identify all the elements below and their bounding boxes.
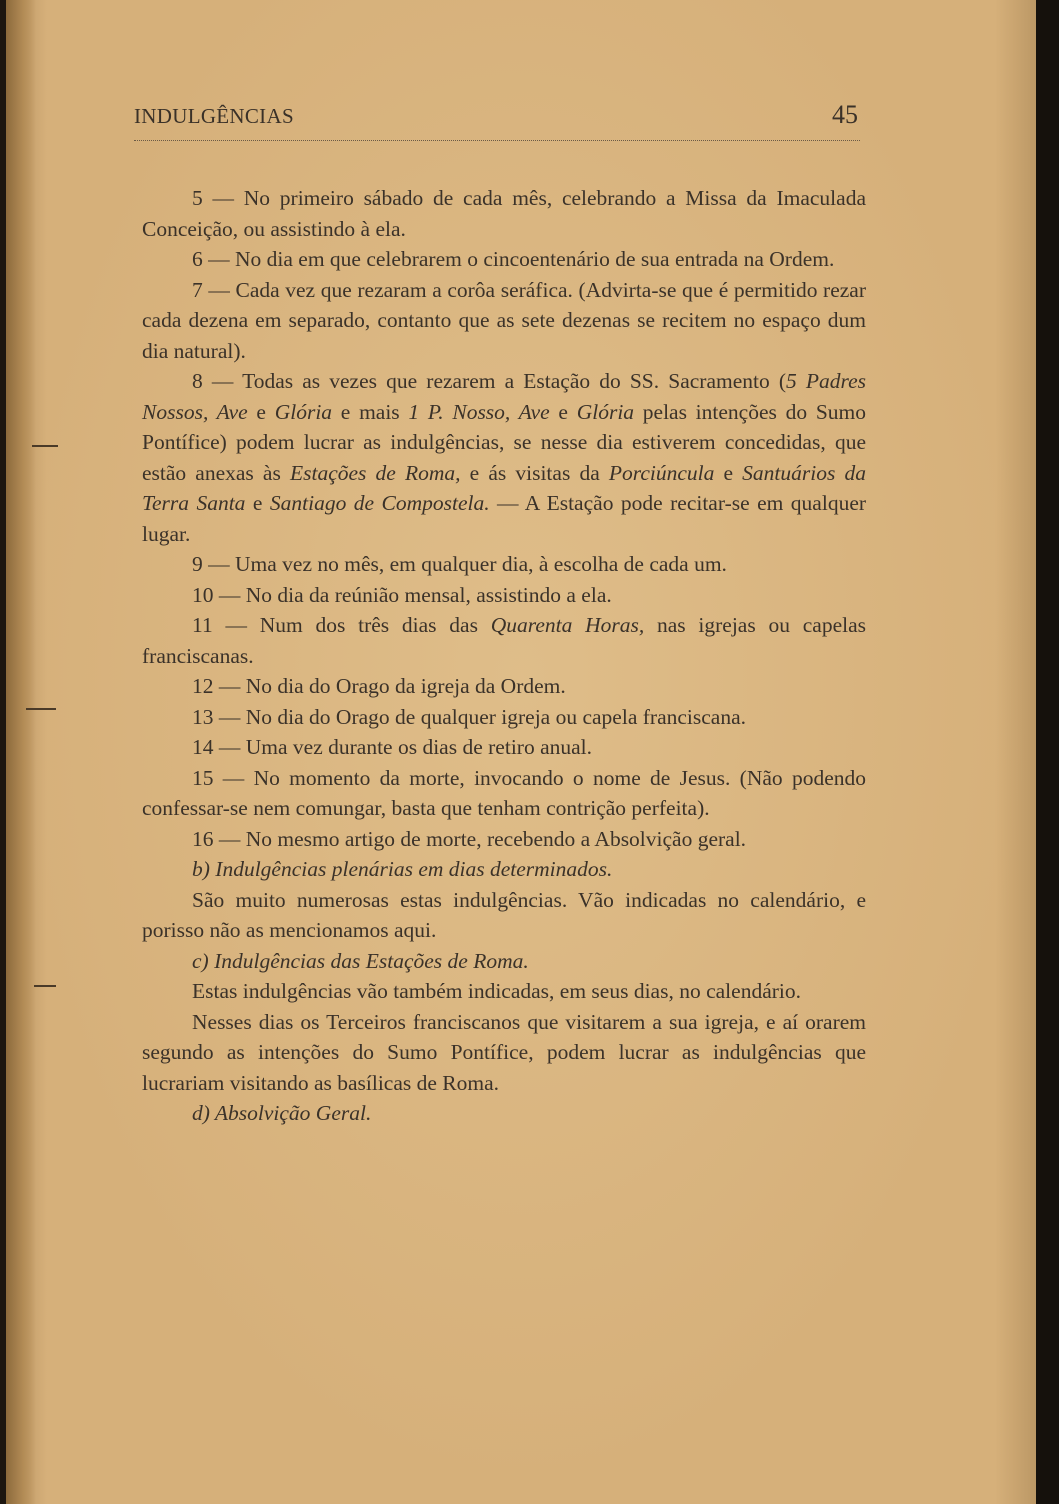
margin-mark	[26, 708, 56, 710]
page-number: 45	[832, 100, 858, 129]
paragraph-item-9: 9 — Uma vez no mês, em qualquer dia, à escolha de cada um.	[192, 552, 727, 576]
paragraph-item-6: 6 — No dia em que celebrarem o cincoentenário de sua entrada na Ordem.	[192, 247, 835, 271]
margin-mark	[34, 985, 56, 987]
paragraph-item-15: 15 — No momento da morte, invocando o nome de Jesus. (Não podendo confessar-se nem comungar, basta que tenham contrição perfeita).	[142, 765, 866, 820]
running-head: INDULGÊNCIAS	[134, 104, 294, 128]
paragraph-item-11: 11 — Num dos três dias das Quarenta Horas, nas igrejas ou capelas franciscanas.	[142, 613, 867, 668]
page-gutter	[6, 0, 36, 1504]
paragraph-item-16: 16 — No mesmo artigo de morte, recebendo a Absolvição geral.	[192, 826, 747, 851]
margin-mark	[32, 445, 58, 447]
section-heading-b: b) Indulgências plenárias em dias determinados.	[192, 857, 613, 881]
paragraph-item-7: 7 — Cada vez que rezaram a corôa seráfica. (Advirta-se que é permitido rezar cada dezena em separado, contanto que as sete dezenas se recitem no espaço dum dia natural).	[142, 277, 866, 363]
page-body	[142, 183, 866, 1129]
paragraph-b-text: São muito numerosas estas indulgências. Vão indicadas no calendário, e porisso não as mencionamos aqui.	[142, 887, 866, 942]
paragraph-item-10: 10 — No dia da reúnião mensal, assistindo a ela.	[192, 582, 612, 607]
paragraph-item-8: 8 — Todas as vezes que rezarem a Estação do SS. Sacramento (5 Padres Nossos, Ave e Glória e mais 1 P. Nosso, Ave e Glória pelas intenções do Sumo Pontífice) podem lucrar as indulgências, se nesse dia estiverem concedidas, que estão anexas às Estações de Roma, e ás visitas da Porciúncula e Santuários da Terra Santa e Santiago de Compostela. — A Estação pode recitar-se em qualquer lugar.	[142, 369, 867, 546]
section-heading-d: d) Absolvição Geral.	[192, 1101, 372, 1125]
paragraph-c-text-1: Estas indulgências vão também indicadas, em seus dias, no calendário.	[192, 979, 801, 1003]
book-page	[6, 0, 1036, 1504]
paragraph-item-5: 5 — No primeiro sábado de cada mês, celebrando a Missa da Imaculada Conceição, ou assistindo à ela.	[142, 186, 866, 241]
paragraph-item-14: 14 — Uma vez durante os dias de retiro anual.	[192, 735, 593, 759]
paragraph-item-12: 12 — No dia do Orago da igreja da Ordem.	[192, 674, 566, 698]
paragraph-item-13: 13 — No dia do Orago de qualquer igreja ou capela franciscana.	[192, 704, 746, 729]
page-header	[134, 100, 860, 141]
scan-border	[1036, 0, 1059, 1504]
section-heading-c: c) Indulgências das Estações de Roma.	[192, 948, 529, 973]
paragraph-c-text-2: Nesses dias os Terceiros franciscanos que visitarem a sua igreja, e aí orarem segundo as intenções do Sumo Pontífice, podem lucrar as indulgências que lucrariam visitando as basílicas de Roma.	[142, 1009, 866, 1095]
